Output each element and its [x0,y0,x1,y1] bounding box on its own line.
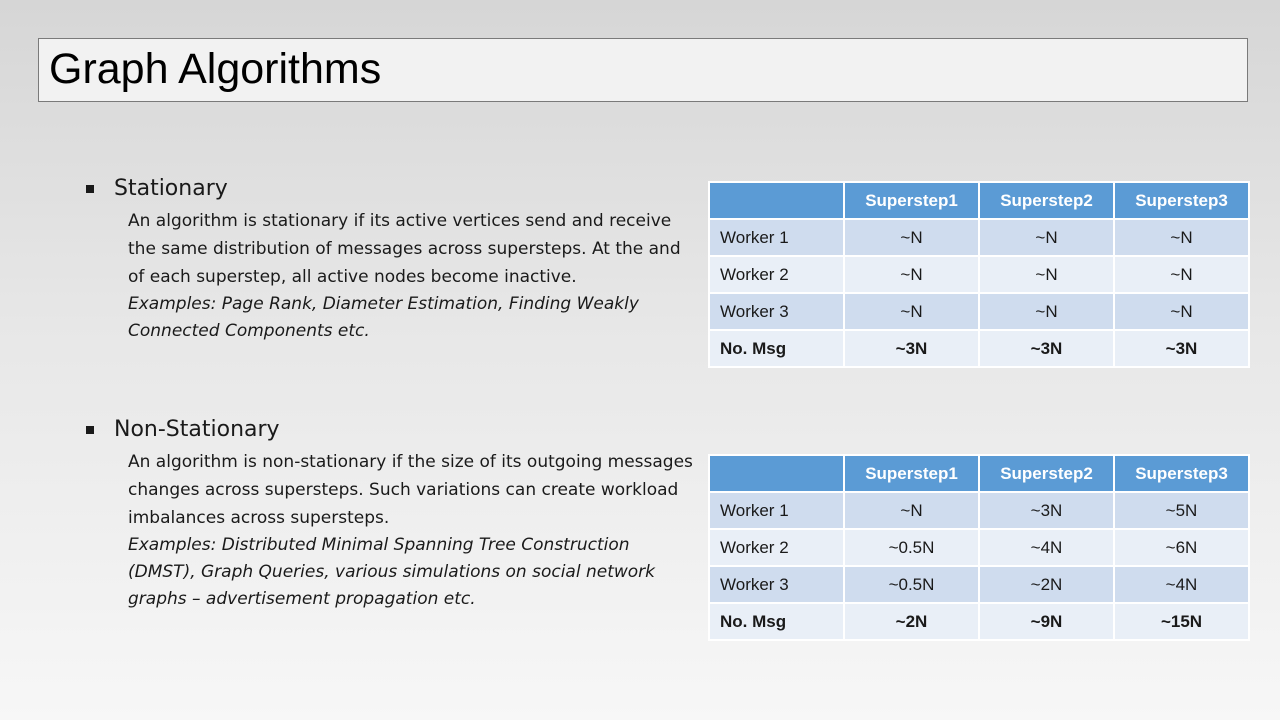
section-heading [82,176,702,201]
table-row [709,529,1249,566]
table-cell: ~4N [979,529,1114,566]
row-label: No. Msg [709,330,844,367]
table-row [709,219,1249,256]
section-heading-text: Stationary [114,176,228,201]
table-cell: ~3N [979,492,1114,529]
table-cell: ~15N [1114,603,1249,640]
table-header-cell [709,455,844,492]
table-total-row [709,603,1249,640]
section-non-stationary [82,417,702,613]
section-heading-text: Non-Stationary [114,417,280,442]
row-label: Worker 2 [709,256,844,293]
table-cell: ~0.5N [844,529,979,566]
slide-title: Graph Algorithms [49,45,382,93]
table-cell: ~N [844,492,979,529]
table-cell: ~N [979,219,1114,256]
table-total-row [709,330,1249,367]
table-cell: ~6N [1114,529,1249,566]
table-header-row [709,182,1249,219]
table-cell: ~N [844,256,979,293]
table-cell: ~3N [979,330,1114,367]
stationary-table [708,181,1250,368]
table-header-cell: Superstep2 [979,182,1114,219]
section-description: An algorithm is non-stationary if the size of its outgoing messages changes across supersteps. Such variations can create workload imbalances across supersteps. [128,452,693,528]
table-cell: ~3N [844,330,979,367]
table-cell: ~2N [979,566,1114,603]
table-header-cell: Superstep1 [844,455,979,492]
table-cell: ~4N [1114,566,1249,603]
row-label: Worker 1 [709,219,844,256]
table-cell: ~N [1114,256,1249,293]
table-cell: ~3N [1114,330,1249,367]
table-header-cell: Superstep3 [1114,182,1249,219]
table-cell: ~2N [844,603,979,640]
row-label: Worker 1 [709,492,844,529]
table-header-cell: Superstep2 [979,455,1114,492]
table-cell: ~N [1114,219,1249,256]
table-cell: ~9N [979,603,1114,640]
section-examples: Examples: Distributed Minimal Spanning Tree Construction (DMST), Graph Queries, various simulations on social network graphs – advertisement propagation etc. [128,535,655,609]
slide-title-box [38,38,1248,102]
section-examples: Examples: Page Rank, Diameter Estimation, Finding Weakly Connected Components etc. [128,294,639,341]
table-header-cell [709,182,844,219]
table-row [709,256,1249,293]
row-label: No. Msg [709,603,844,640]
square-bullet-icon [86,185,94,193]
row-label: Worker 3 [709,566,844,603]
table-cell: ~0.5N [844,566,979,603]
table-header-cell: Superstep3 [1114,455,1249,492]
table-cell: ~5N [1114,492,1249,529]
table-cell: ~N [1114,293,1249,330]
table-cell: ~N [979,293,1114,330]
row-label: Worker 3 [709,293,844,330]
section-stationary [82,176,702,345]
table-cell: ~N [844,293,979,330]
section-description: An algorithm is stationary if its active vertices send and receive the same distribution of messages across supersteps. At the and of each superstep, all active nodes become inactive. [128,211,681,287]
table-header-cell: Superstep1 [844,182,979,219]
table-row [709,492,1249,529]
square-bullet-icon [86,426,94,434]
row-label: Worker 2 [709,529,844,566]
table-row [709,293,1249,330]
table-row [709,566,1249,603]
table-header-row [709,455,1249,492]
non-stationary-table [708,454,1250,641]
table-cell: ~N [979,256,1114,293]
section-heading [82,417,702,442]
table-cell: ~N [844,219,979,256]
